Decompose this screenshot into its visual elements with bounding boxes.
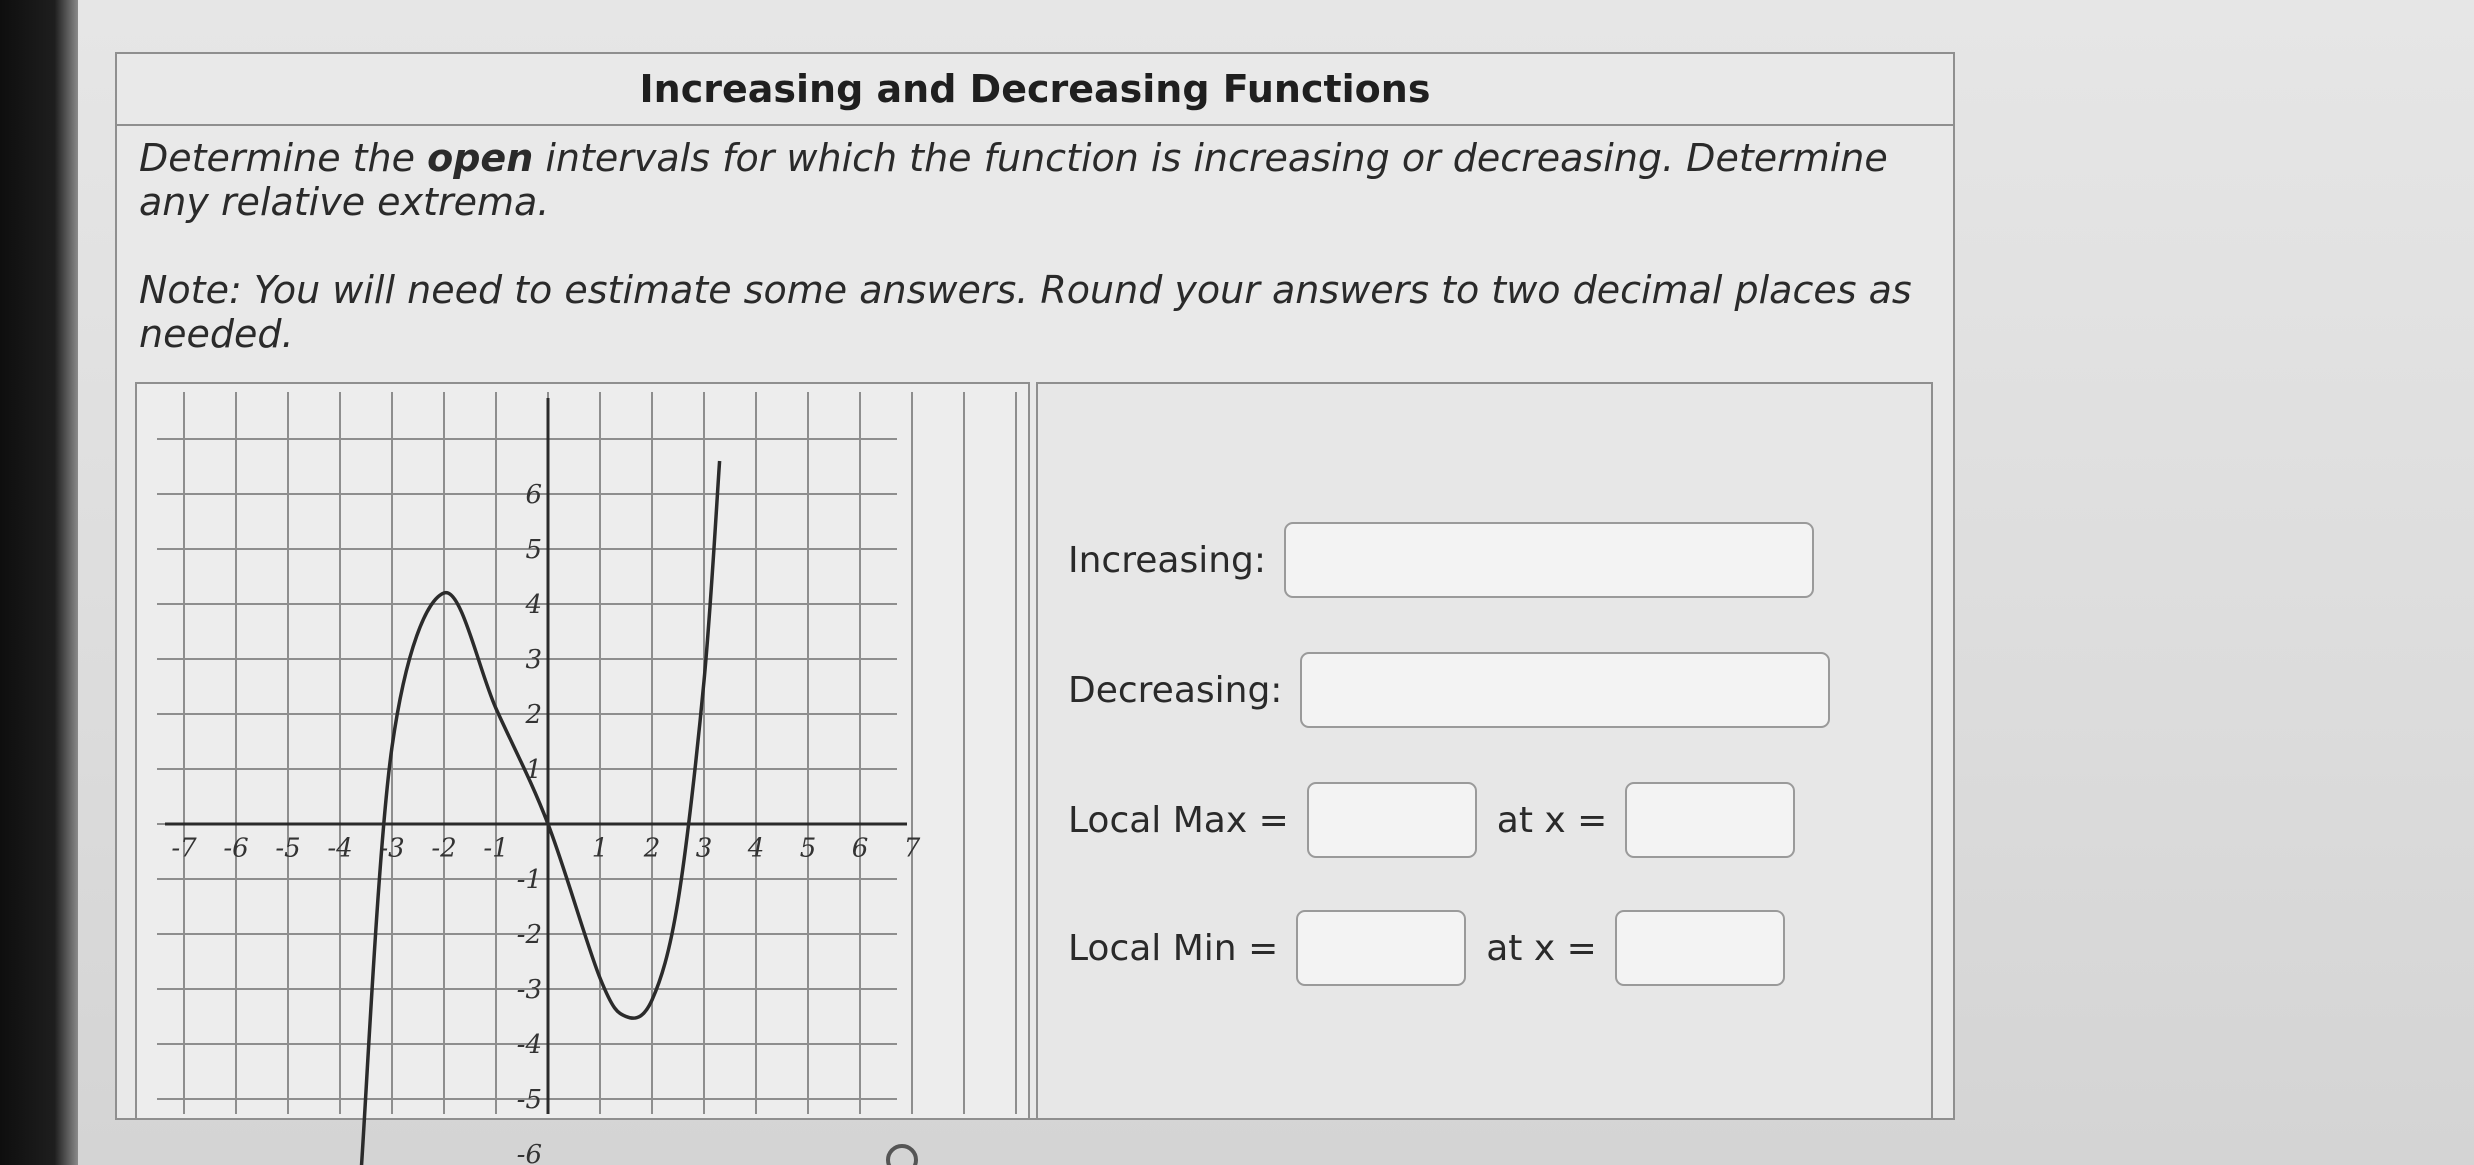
page-title: Increasing and Decreasing Functions — [117, 54, 1953, 126]
x-tick-label: 4 — [747, 833, 765, 864]
device-bezel — [0, 0, 78, 1165]
y-tick-label: -5 — [516, 1085, 542, 1115]
y-tick-label: 3 — [525, 645, 542, 675]
y-tick-label: -2 — [516, 920, 542, 950]
x-tick-label: -1 — [483, 833, 509, 864]
x-tick-label: 3 — [695, 833, 713, 864]
increasing-input[interactable] — [1284, 522, 1814, 598]
x-tick-label: 6 — [851, 833, 869, 864]
x-tick-label: 2 — [643, 833, 661, 864]
local-min-row — [1068, 910, 1785, 986]
local-max-at-x-label: at x = — [1496, 799, 1608, 841]
x-tick-label: 5 — [799, 833, 817, 864]
x-tick-label: -7 — [171, 833, 197, 864]
y-tick-label: 6 — [525, 480, 542, 510]
instruction-part: Determine the — [139, 136, 428, 180]
x-tick-label: -3 — [379, 833, 405, 864]
y-tick-label: -4 — [516, 1030, 542, 1060]
increasing-label: Increasing: — [1068, 539, 1266, 581]
decreasing-row — [1068, 652, 1830, 728]
y-tick-label: -3 — [516, 975, 542, 1005]
local-min-x-input[interactable] — [1615, 910, 1785, 986]
y-tick-label: 1 — [525, 755, 542, 785]
y-tick-label: -6 — [516, 1140, 542, 1165]
y-tick-label: 2 — [525, 700, 542, 730]
x-tick-label: -6 — [223, 833, 249, 864]
local-min-at-x-label: at x = — [1486, 927, 1597, 969]
y-tick-label: -1 — [516, 865, 542, 895]
instruction-emphasis: open — [427, 136, 534, 180]
local-max-input[interactable] — [1307, 782, 1477, 858]
problem-panel — [115, 52, 1955, 1165]
local-max-x-input[interactable] — [1625, 782, 1795, 858]
x-tick-label: 7 — [903, 833, 921, 864]
graph-panel — [135, 382, 1030, 1165]
instruction-text — [139, 136, 1929, 224]
local-min-label: Local Min = — [1068, 927, 1279, 969]
x-tick-label: 1 — [591, 833, 609, 864]
decreasing-label: Decreasing: — [1068, 669, 1283, 711]
x-tick-label: -5 — [275, 833, 301, 864]
answer-panel — [1036, 382, 1933, 1120]
decreasing-input[interactable] — [1300, 652, 1830, 728]
instruction-part: intervals for which the function is increasing or decreasing. Determine any relative extrema. — [139, 136, 1888, 224]
y-tick-label: 4 — [525, 590, 542, 620]
x-tick-label: -4 — [327, 833, 353, 864]
local-min-input[interactable] — [1296, 910, 1466, 986]
function-graph — [137, 384, 1028, 1165]
x-tick-label: -2 — [431, 833, 457, 864]
local-max-label: Local Max = — [1068, 799, 1289, 841]
note-text: Note: You will need to estimate some answers. Round your answers to two decimal places as needed. — [139, 268, 1912, 356]
increasing-row — [1068, 522, 1814, 598]
y-tick-label: 5 — [525, 535, 542, 565]
instructions — [139, 136, 1929, 400]
local-max-row — [1068, 782, 1795, 858]
